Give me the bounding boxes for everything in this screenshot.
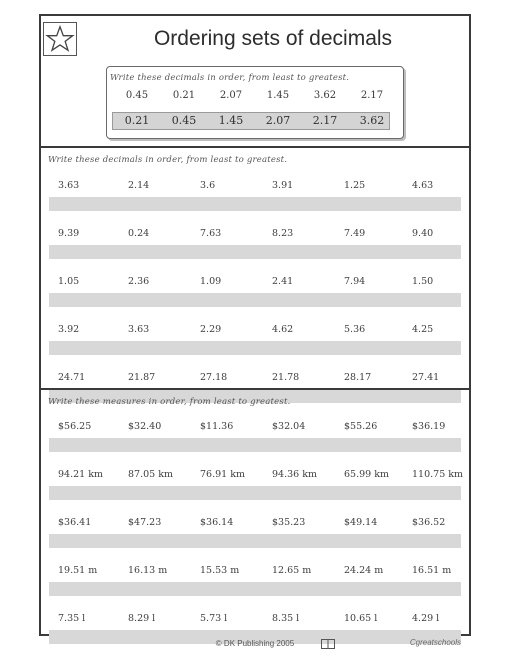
section2-instruction: Write these measures in order, from least to greatest. (48, 397, 291, 407)
number-value: $36.41 (58, 517, 92, 528)
number-value: 2.36 (128, 276, 150, 287)
number-value: 2.41 (272, 276, 294, 287)
number-value: 1.25 (344, 180, 366, 191)
number-value: 3.92 (58, 324, 80, 335)
answer-line[interactable] (49, 486, 461, 500)
copyright-text: © DK Publishing 2005 (215, 639, 295, 648)
example-number: 1.45 (266, 90, 290, 101)
number-value: $56.25 (58, 421, 92, 432)
number-value: 5.36 (344, 324, 366, 335)
number-row (58, 469, 464, 483)
number-row (58, 517, 458, 531)
number-value: 21.78 (272, 372, 300, 383)
example-number: 2.17 (360, 90, 384, 101)
page-title: Ordering sets of decimals (153, 27, 393, 50)
example-answer: 0.21 (124, 114, 150, 127)
number-value: 27.18 (200, 372, 228, 383)
example-answer: 2.17 (312, 114, 338, 127)
answer-line[interactable] (49, 245, 461, 259)
number-value: 9.39 (58, 228, 80, 239)
answer-line[interactable] (49, 438, 461, 452)
number-value: 21.87 (128, 372, 156, 383)
example-numbers-row (114, 90, 390, 106)
star-icon (43, 22, 77, 56)
number-value: 16.51 m (412, 565, 452, 576)
example-instruction: Write these decimals in order, from least to greatest. (110, 73, 350, 83)
example-answer: 0.45 (171, 114, 197, 127)
number-value: 8.23 (272, 228, 294, 239)
number-value: 16.13 m (128, 565, 168, 576)
number-value: 1.05 (58, 276, 80, 287)
example-answers-row (114, 114, 390, 130)
number-value: 10.65 l (344, 613, 378, 624)
number-value: $36.14 (200, 517, 234, 528)
number-value: $32.04 (272, 421, 306, 432)
number-value: 1.50 (412, 276, 434, 287)
number-value: 110.75 km (412, 469, 464, 480)
number-row (58, 372, 458, 386)
example-answer: 2.07 (265, 114, 291, 127)
number-value: 4.63 (412, 180, 434, 191)
number-row (58, 421, 458, 435)
number-value: 24.24 m (344, 565, 384, 576)
number-value: 3.63 (58, 180, 80, 191)
number-value: 3.6 (200, 180, 216, 191)
number-row (58, 324, 458, 338)
number-value: $55.26 (344, 421, 378, 432)
number-value: 94.36 km (272, 469, 317, 480)
number-value: 8.29 l (128, 613, 156, 624)
number-value: 4.62 (272, 324, 294, 335)
number-value: 7.49 (344, 228, 366, 239)
number-value: 12.65 m (272, 565, 312, 576)
number-value: 65.99 km (344, 469, 389, 480)
section-divider (39, 388, 471, 390)
number-value: 3.63 (128, 324, 150, 335)
number-value: $49.14 (344, 517, 378, 528)
number-value: $47.23 (128, 517, 162, 528)
answer-line[interactable] (49, 293, 461, 307)
number-value: 94.21 km (58, 469, 103, 480)
section1-instruction: Write these decimals in order, from least to greatest. (48, 155, 288, 165)
number-row (58, 228, 458, 242)
number-row (58, 180, 458, 194)
number-value: 2.29 (200, 324, 222, 335)
section-divider (39, 146, 471, 148)
example-number: 0.21 (172, 90, 196, 101)
number-value: 0.24 (128, 228, 150, 239)
example-answer: 1.45 (218, 114, 244, 127)
number-row (58, 613, 458, 627)
number-value: 27.41 (412, 372, 440, 383)
number-value: 4.25 (412, 324, 434, 335)
number-value: $36.52 (412, 517, 446, 528)
answer-line[interactable] (49, 341, 461, 355)
example-number: 3.62 (313, 90, 337, 101)
example-number: 2.07 (219, 90, 243, 101)
number-value: 3.91 (272, 180, 294, 191)
number-value: 28.17 (344, 372, 372, 383)
number-row (58, 276, 458, 290)
example-answer: 3.62 (359, 114, 385, 127)
number-value: 15.53 m (200, 565, 240, 576)
answer-line[interactable] (49, 197, 461, 211)
number-value: 5.73 l (200, 613, 228, 624)
number-row (58, 565, 458, 579)
number-value: 9.40 (412, 228, 434, 239)
answer-line[interactable] (49, 534, 461, 548)
footer (39, 636, 471, 652)
book-icon (321, 639, 335, 649)
number-value: 76.91 km (200, 469, 245, 480)
number-value: 4.29 l (412, 613, 440, 624)
number-value: $11.36 (200, 421, 234, 432)
number-value: 24.71 (58, 372, 86, 383)
answer-line[interactable] (49, 582, 461, 596)
number-value: 7.63 (200, 228, 222, 239)
number-value: 87.05 km (128, 469, 173, 480)
number-value: 7.35 l (58, 613, 86, 624)
number-value: 8.35 l (272, 613, 300, 624)
number-value: 19.51 m (58, 565, 98, 576)
number-value: 2.14 (128, 180, 150, 191)
number-value: 1.09 (200, 276, 222, 287)
number-value: $36.19 (412, 421, 446, 432)
brand-logo: Cgreatschools (409, 638, 461, 647)
number-value: $35.23 (272, 517, 306, 528)
number-value: $32.40 (128, 421, 162, 432)
number-value: 7.94 (344, 276, 366, 287)
example-number: 0.45 (125, 90, 149, 101)
